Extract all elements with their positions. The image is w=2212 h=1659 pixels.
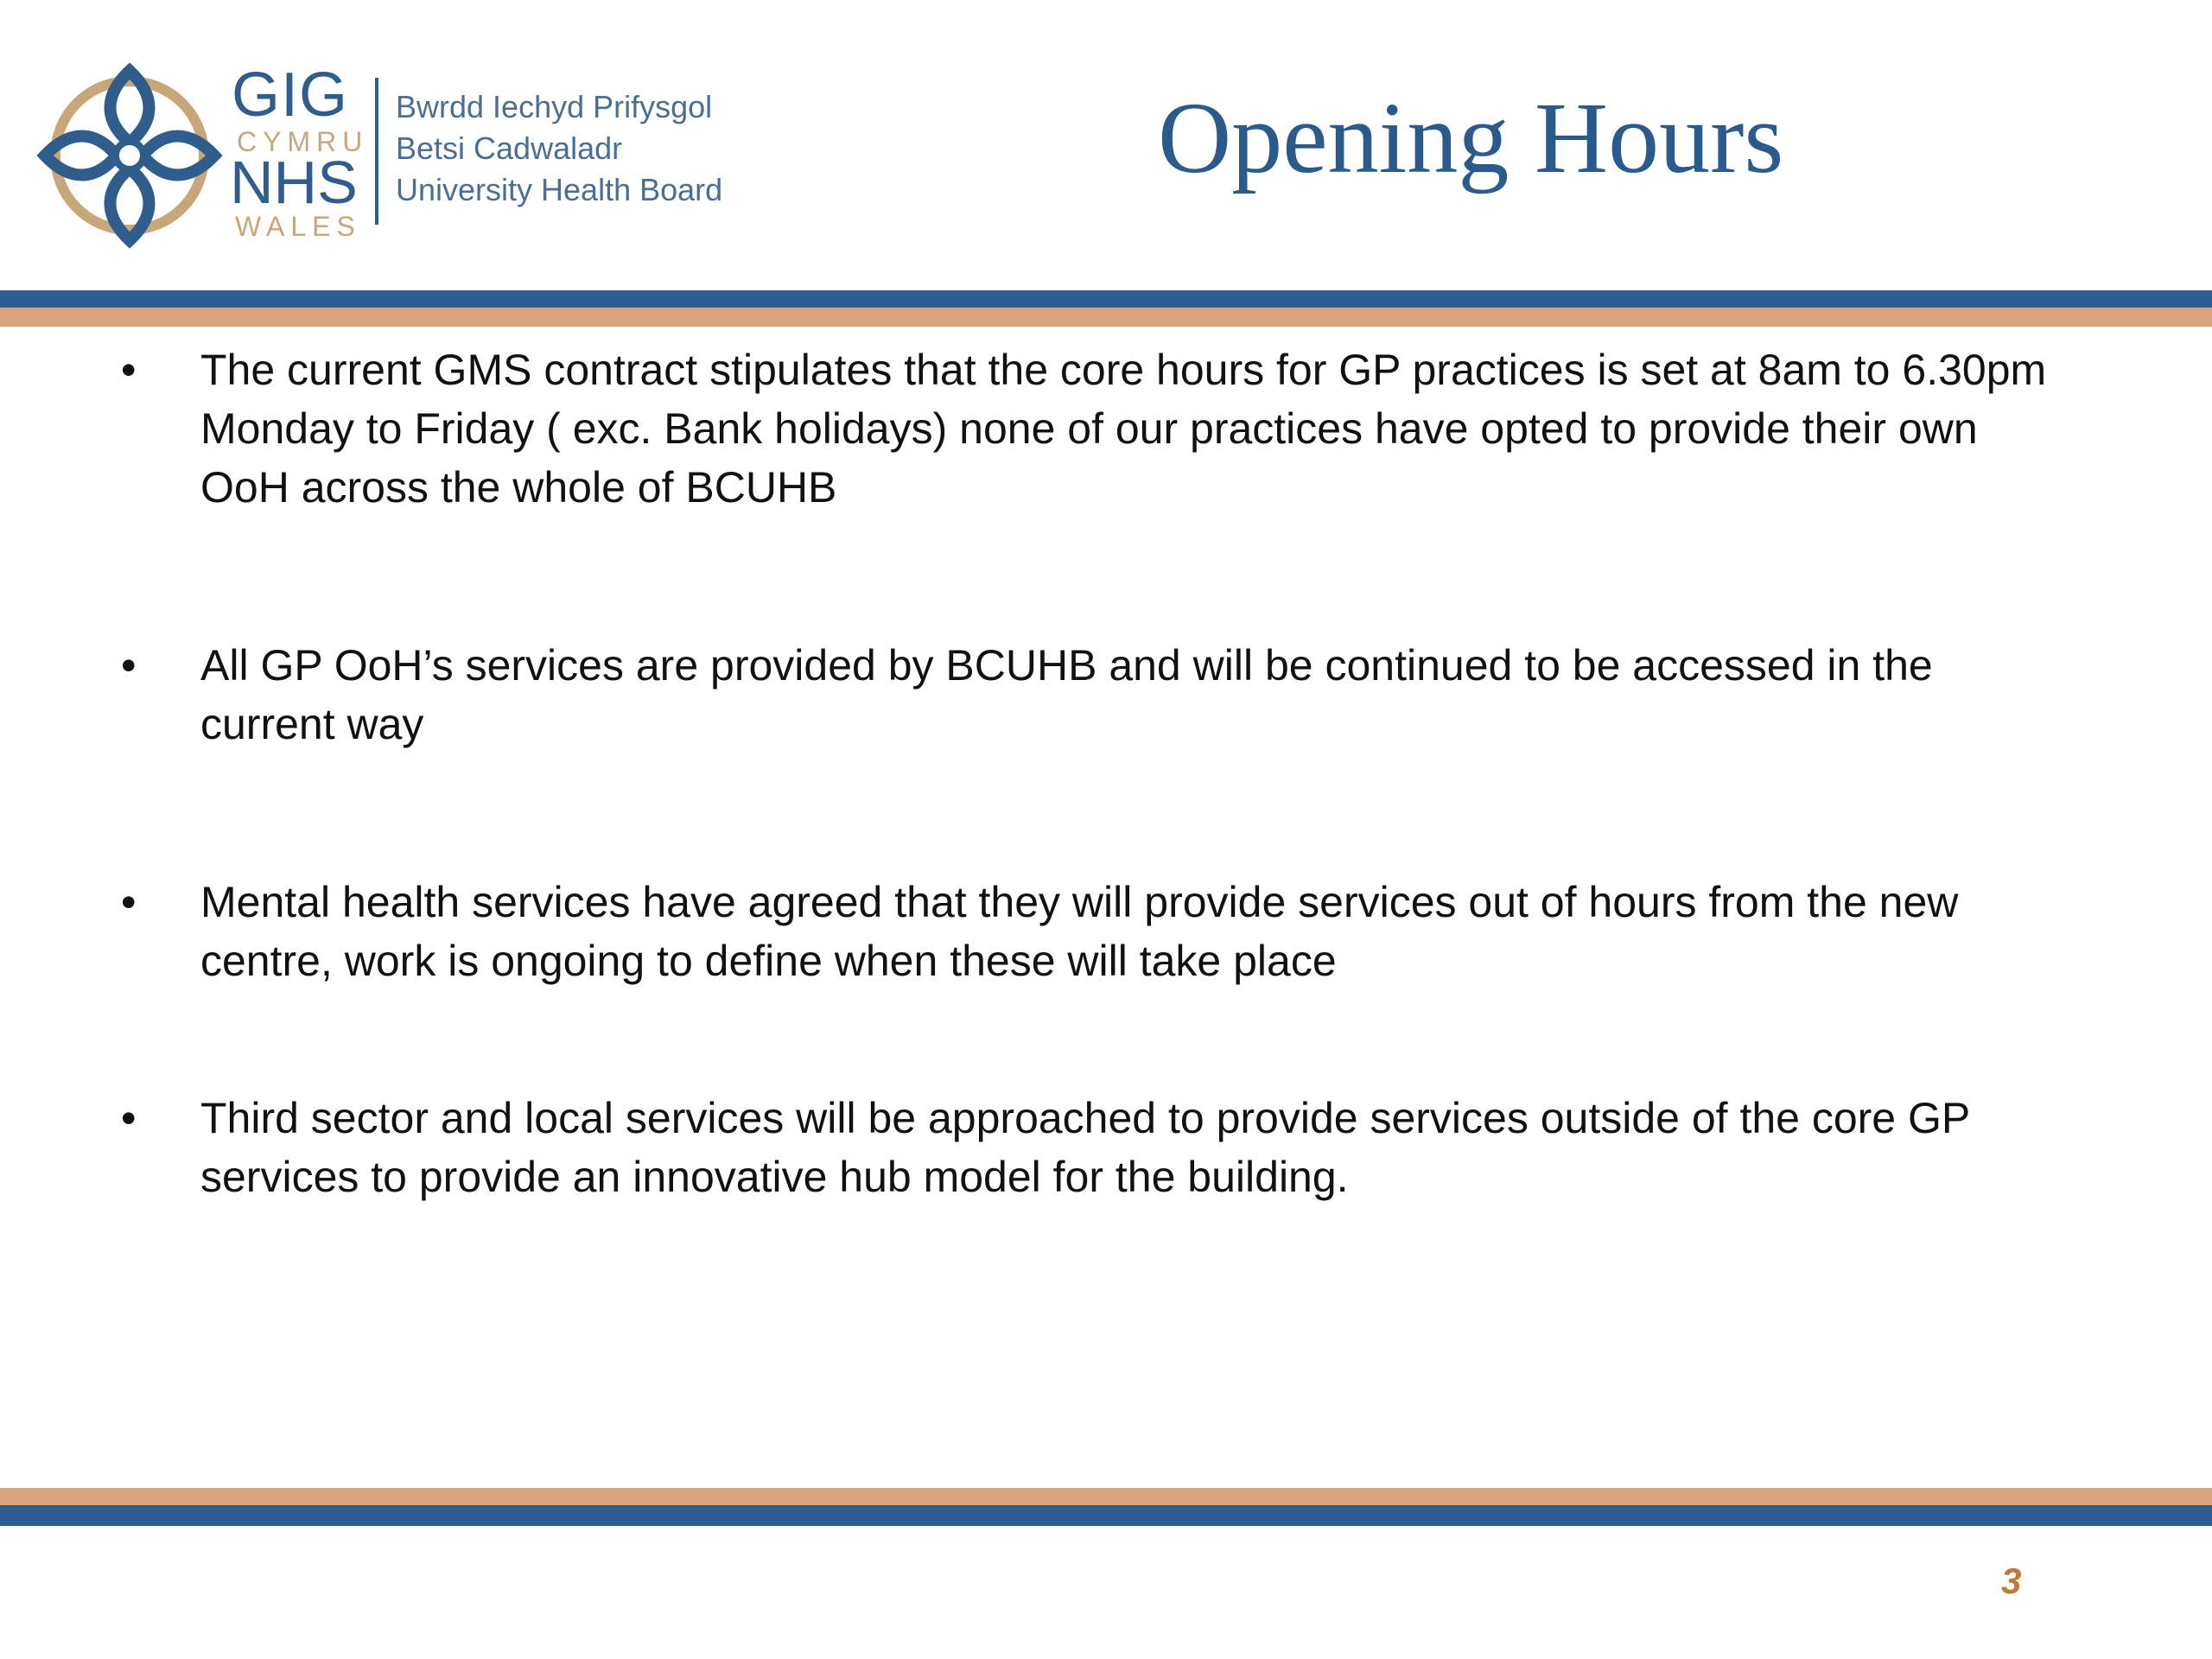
page-number: 3 [2001, 1560, 2022, 1601]
slide-title: Opening Hours [1158, 81, 1784, 194]
bullet-item [121, 340, 2074, 517]
bullet-item [121, 1089, 2074, 1206]
bullet-text: Mental health services have agreed that they will provide services out of hours from the new centre, work is ongoing to define when these will take place [200, 878, 1959, 985]
bullet-text: The current GMS contract stipulates that the core hours for GP practices is set at 8am to 6.30pm Monday to Friday ( exc. Bank holidays) none of our practices have opted to provide their own OoH across the whole of BCUHB [200, 346, 2047, 512]
logo-cymru-text: CYMRU [237, 126, 369, 157]
logo-gig-text: GIG [232, 60, 349, 130]
health-board-line: Betsi Cadwaladr [396, 130, 623, 166]
footer-tan-bar [0, 1488, 2212, 1505]
bullet-dot: • [121, 641, 137, 690]
bullet-dot: • [121, 878, 137, 926]
bullet-text: Third sector and local services will be approached to provide services outside of the core GP services to provide an innovative hub model for the building. [200, 1094, 1970, 1201]
bullet-text: All GP OoH’s services are provided by BCUHB and will be continued to be accessed in the current way [200, 641, 1933, 748]
health-board-line: University Health Board [396, 172, 723, 207]
bullet-item [121, 873, 2074, 990]
logo-wales-text: WALES [235, 211, 361, 242]
bullet-dot: • [121, 346, 137, 394]
health-board-line: Bwrdd Iechyd Prifysgol [396, 89, 713, 124]
bullet-item [121, 636, 2074, 753]
logo-nhs-text: NHS [230, 149, 358, 216]
bullet-dot: • [121, 1094, 137, 1142]
footer-blue-bar [0, 1505, 2212, 1526]
